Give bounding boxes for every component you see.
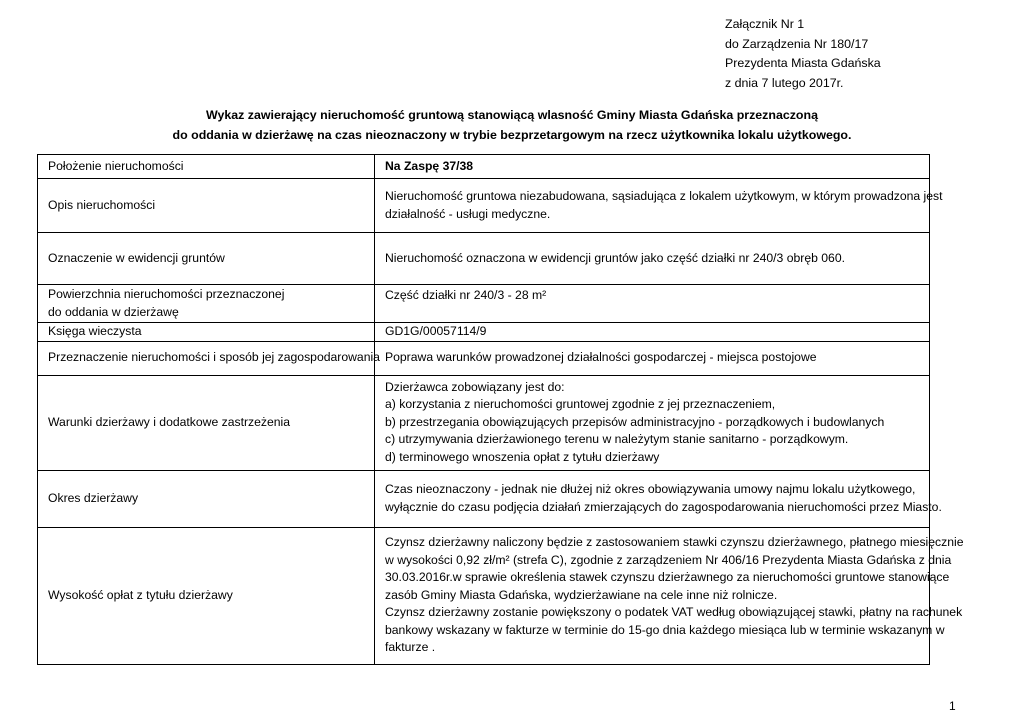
attachment-line: Załącznik Nr 1 <box>725 17 805 31</box>
row-value: Na Zaspę 37/38 <box>375 155 930 179</box>
table-row <box>38 527 930 664</box>
table-row <box>38 323 930 342</box>
table-row <box>38 285 930 323</box>
row-label: Powierzchnia nieruchomości przeznaczonej do oddania w dzierżawę <box>38 285 375 323</box>
table-row <box>38 233 930 285</box>
row-label: Warunki dzierżawy i dodatkowe zastrzeżenia <box>38 375 375 470</box>
attachment-line: z dnia 7 lutego 2017r. <box>725 75 844 90</box>
table-row <box>38 375 930 470</box>
row-value: GD1G/00057114/9 <box>375 323 930 342</box>
attachment-header <box>725 15 881 93</box>
attachment-line: do Zarządzenia Nr 180/17 <box>725 36 869 51</box>
attachment-line: Prezydenta Miasta Gdańska <box>725 56 881 70</box>
row-value: Dzierżawca zobowiązany jest do: a) korzystania z nieruchomości gruntowej zgodnie z jej przeznaczeniem, b) przestrzegania obowiązujących przepisów administracyjno - porządkowych i budowlanych c) utrzymywania dzierżawionego terenu w należytym stanie sanitarno - porządkowym. d) terminowego wnoszenia opłat z tytułu dzierżawy <box>375 375 930 470</box>
row-value: Poprawa warunków prowadzonej działalności gospodarczej - miejsca postojowe <box>375 341 930 375</box>
row-label: Położenie nieruchomości <box>38 155 375 179</box>
row-label: Oznaczenie w ewidencji gruntów <box>38 233 375 285</box>
row-value: Część działki nr 240/3 - 28 m² <box>375 285 930 323</box>
title-line-2: do oddania w dzierżawę na czas nieoznaczony w trybie bezprzetargowym na rzecz użytkownika lokalu użytkowego. <box>172 127 852 142</box>
property-table <box>37 154 964 665</box>
table-row <box>38 341 930 375</box>
table-row <box>38 179 930 233</box>
page-number: 1 <box>949 699 956 713</box>
row-value: Czas nieoznaczony - jednak nie dłużej niż okres obowiązywania umowy najmu lokalu użytkowego, wyłącznie do czasu podjęcia działań zmierzających do zagospodarowania nieruchomości przez Miasto. <box>375 470 930 527</box>
table-row <box>38 155 930 179</box>
row-label: Okres dzierżawy <box>38 470 375 527</box>
row-value: Nieruchomość oznaczona w ewidencji gruntów jako część działki nr 240/3 obręb 060. <box>375 233 930 285</box>
row-label: Przeznaczenie nieruchomości i sposób jej zagospodarowania <box>38 341 375 375</box>
row-value: Nieruchomość gruntowa niezabudowana, sąsiadująca z lokalem użytkowym, w którym prowadzona jest działalność - usługi medyczne. <box>375 179 930 233</box>
table-row <box>38 470 930 527</box>
row-value: Czynsz dzierżawny naliczony będzie z zastosowaniem stawki czynszu dzierżawnego, płatnego miesięcznie w wysokości 0,92 zł/m² (strefa C), zgodnie z zarządzeniem Nr 406/16 Prezydenta Miasta Gdańska z dnia 30.03.2016r.w sprawie określenia stawek czynszu dzierżawnego za nieruchomości gruntowe stanowiące zasób Gminy Miasta Gdańska, wydzierżawiane na cele inne niż rolnicze. Czynsz dzierżawny zostanie powiększony o podatek VAT według obowiązującej stawki, płatny na rachunek bankowy wskazany w fakturze w terminie do 15-go dnia każdego miesiąca lub w terminie wskazanym w fakturze . <box>375 527 930 664</box>
row-label: Księga wieczysta <box>38 323 375 342</box>
document-title <box>0 106 1024 145</box>
row-label: Opis nieruchomości <box>38 179 375 233</box>
title-line-1: Wykaz zawierający nieruchomość gruntową stanowiącą wlasność Gminy Miasta Gdańska przeznaczoną <box>206 108 818 122</box>
row-label: Wysokość opłat z tytułu dzierżawy <box>38 527 375 664</box>
